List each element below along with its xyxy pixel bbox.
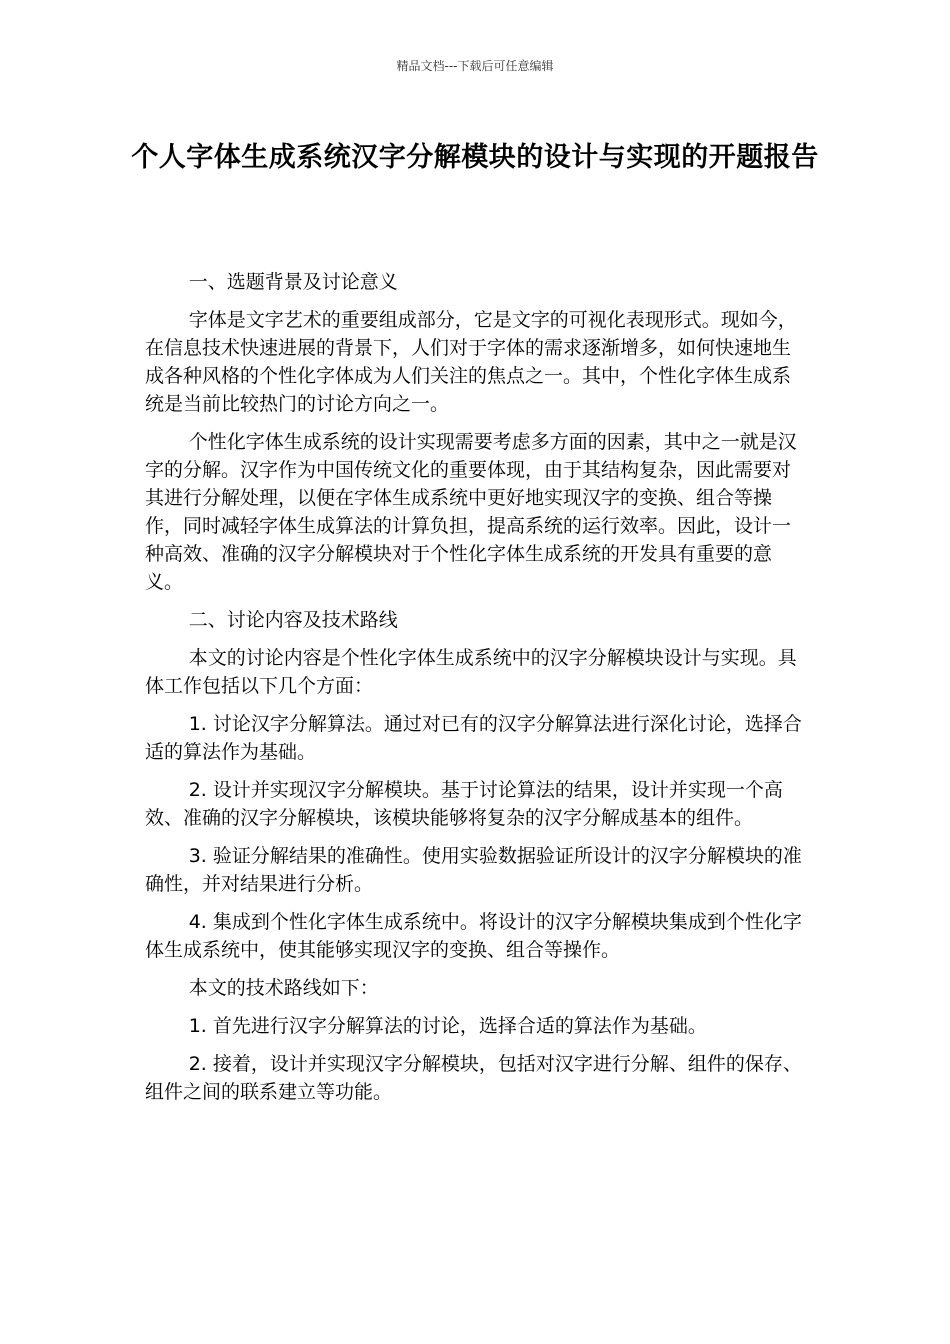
- route-item-2: 2. 接着，设计并实现汉字分解模块，包括对汉字进行分解、组件的保存、组件之间的联系建立等功能。: [145, 1053, 802, 1103]
- paragraph-route-intro: 本文的技术路线如下：: [188, 977, 379, 999]
- list-item-1: 1. 讨论汉字分解算法。通过对已有的汉字分解算法进行深化讨论，选择合适的算法作为基础。: [145, 713, 802, 763]
- route-item-1: 1. 首先进行汉字分解算法的讨论，选择合适的算法作为基础。: [188, 1015, 707, 1037]
- paragraph-font-intro: 字体是文字艺术的重要组成部分，它是文字的可视化表现形式。现如今，在信息技术快速进展的背景下，人们对于字体的需求逐渐增多，如何快速地生成各种风格的个性化字体成为人们关注的焦点之一。其中，个性化字体生成系统是当前比较热门的讨论方向之一。: [145, 309, 797, 415]
- document-body: [145, 268, 807, 1116]
- list-item-2: 2. 设计并实现汉字分解模块。基于讨论算法的结果，设计并实现一个高效、准确的汉字分解模块，该模块能够将复杂的汉字分解成基本的组件。: [145, 779, 783, 829]
- section-heading-content: 二、讨论内容及技术路线: [188, 609, 398, 631]
- paragraph-content-overview: 本文的讨论内容是个性化字体生成系统中的汉字分解模块设计与实现。具体工作包括以下几个方面：: [145, 647, 797, 697]
- section-heading-background: 一、选题背景及讨论意义: [188, 271, 398, 293]
- list-item-3: 3. 验证分解结果的准确性。使用实验数据验证所设计的汉字分解模块的准确性，并对结果进行分析。: [145, 845, 802, 895]
- document-title: 个人字体生成系统汉字分解模块的设计与实现的开题报告: [131, 142, 819, 173]
- paragraph-decomposition-need: 个性化字体生成系统的设计实现需要考虑多方面的因素，其中之一就是汉字的分解。汉字作为中国传统文化的重要体现，由于其结构复杂，因此需要对其进行分解处理，以便在字体生成系统中更好地实现汉字的变换、组合等操作，同时减轻字体生成算法的计算负担，提高系统的运行效率。因此，设计一种高效、准确的汉字分解模块对于个性化字体生成系统的开发具有重要的意义。: [145, 431, 797, 593]
- list-item-4: 4. 集成到个性化字体生成系统中。将设计的汉字分解模块集成到个性化字体生成系统中，使其能够实现汉字的变换、组合等操作。: [145, 911, 802, 961]
- page-header: 精品文档---下载后可任意编辑: [396, 59, 554, 73]
